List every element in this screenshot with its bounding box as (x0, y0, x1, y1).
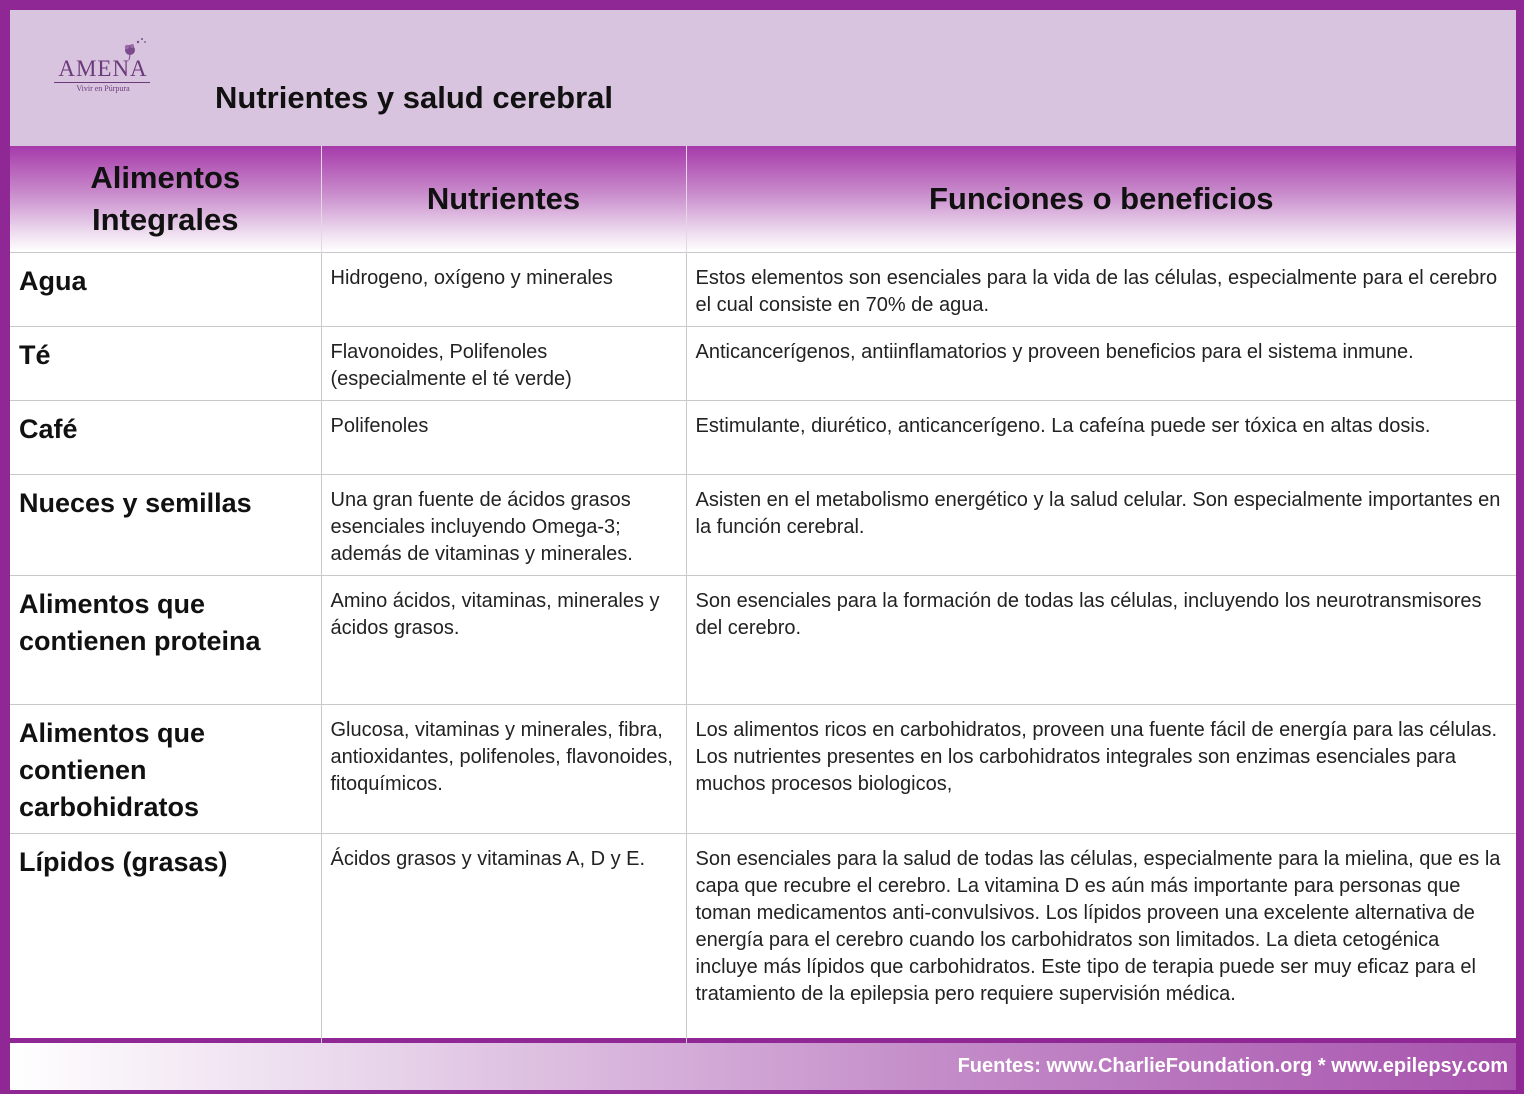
nutrients-cell: Flavonoides, Polifenoles (especialmente el té verde) (321, 327, 686, 401)
food-cell: Alimentos que contienen proteina (10, 576, 321, 705)
table-row (10, 705, 1516, 834)
nutrients-cell: Ácidos grasos y vitaminas A, D y E. (321, 834, 686, 1045)
nutrients-cell: Amino ácidos, vitaminas, minerales y ácidos grasos. (321, 576, 686, 705)
benefits-cell: Estimulante, diurético, anticancerígeno. La cafeína puede ser tóxica en altas dosis. (686, 401, 1516, 475)
nutrients-cell: Polifenoles (321, 401, 686, 475)
table-row (10, 401, 1516, 475)
column-header-benefits: Funciones o beneficios (686, 146, 1516, 253)
nutrients-cell: Una gran fuente de ácidos grasos esenciales incluyendo Omega-3; además de vitaminas y minerales. (321, 475, 686, 576)
amena-logo (52, 36, 162, 98)
table-row (10, 253, 1516, 327)
benefits-cell: Anticancerígenos, antiinflamatorios y proveen beneficios para el sistema inmune. (686, 327, 1516, 401)
nutrients-table-container (10, 146, 1516, 1038)
food-cell: Agua (10, 253, 321, 327)
header-band (10, 10, 1516, 146)
food-cell: Lípidos (grasas) (10, 834, 321, 1045)
page-title: Nutrientes y salud cerebral (215, 80, 613, 115)
logo-wordmark: AMENA (58, 56, 148, 81)
food-cell: Té (10, 327, 321, 401)
benefits-cell: Estos elementos son esenciales para la vida de las células, especialmente para el cerebro el cual consiste en 70% de agua. (686, 253, 1516, 327)
table-header-row (10, 146, 1516, 253)
benefits-cell: Asisten en el metabolismo energético y la salud celular. Son especialmente importantes en la función cerebral. (686, 475, 1516, 576)
nutrients-table (10, 146, 1516, 1044)
food-cell: Café (10, 401, 321, 475)
logo-tagline: Vivir en Púrpura (76, 84, 130, 93)
food-cell: Alimentos que contienen carbohidratos (10, 705, 321, 834)
nutrients-cell: Hidrogeno, oxígeno y minerales (321, 253, 686, 327)
table-row (10, 834, 1516, 1045)
benefits-cell: Son esenciales para la formación de todas las células, incluyendo los neurotransmisores del cerebro. (686, 576, 1516, 705)
logo-underline (54, 82, 150, 83)
benefits-cell: Los alimentos ricos en carbohidratos, proveen una fuente fácil de energía para las células. Los nutrientes presentes en los carbohidratos integrales son enzimas esenciales para muchos procesos biologicos, (686, 705, 1516, 834)
table-row (10, 327, 1516, 401)
table-row (10, 475, 1516, 576)
footer-band (10, 1043, 1516, 1090)
sources-text: Fuentes: www.CharlieFoundation.org * www.epilepsy.com (957, 1055, 1508, 1077)
benefits-cell: Son esenciales para la salud de todas las células, especialmente para la mielina, que es la capa que recubre el cerebro. La vitamina D es aún más importante para personas que toman medicamentos anti-convulsivos. Los lípidos proveen una excelente alternativa de energía para el cerebro cuando los carbohidratos son limitados. La dieta cetogénica incluye más lípidos que carbohidratos. Este tipo de terapia puede ser muy eficaz para el tratamiento de la epilepsia pero requiere supervisión médica. (686, 834, 1516, 1045)
food-cell: Nueces y semillas (10, 475, 321, 576)
nutrients-cell: Glucosa, vitaminas y minerales, fibra, antioxidantes, polifenoles, flavonoides, fitoquímicos. (321, 705, 686, 834)
column-header-foods: Alimentos Integrales (10, 146, 321, 253)
column-header-nutrients: Nutrientes (321, 146, 686, 253)
table-row (10, 576, 1516, 705)
